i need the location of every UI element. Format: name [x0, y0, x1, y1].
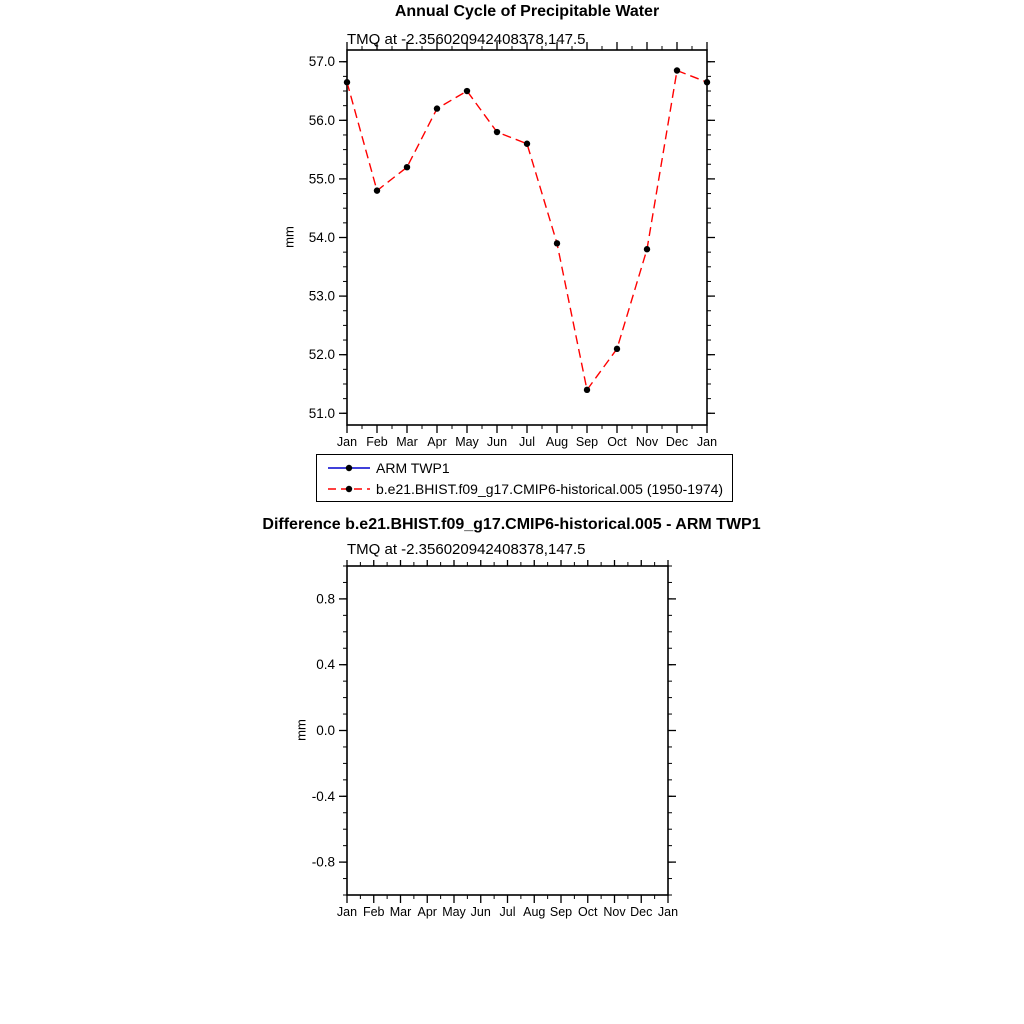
difference-title: Difference b.e21.BHIST.f09_g17.CMIP6-historical.005 - ARM TWP1 — [262, 516, 761, 533]
x-tick-label: Oct — [578, 905, 598, 919]
data-point-marker — [614, 346, 620, 352]
x-tick-label: Apr — [427, 435, 447, 449]
x-tick-label: Feb — [362, 905, 385, 919]
x-tick-label: May — [442, 905, 466, 919]
difference-plot — [0, 560, 1024, 932]
x-tick-label: Jul — [519, 435, 535, 449]
y-tick-label: 0.8 — [316, 591, 335, 607]
series-line — [347, 71, 707, 390]
x-tick-label: Aug — [545, 435, 569, 449]
annual-cycle-title: Annual Cycle of Precipitable Water — [394, 3, 660, 20]
x-tick-label: Jan — [336, 905, 358, 919]
data-point-marker — [494, 129, 500, 135]
x-tick-label: Dec — [665, 435, 689, 449]
x-tick-label: Jan — [657, 905, 679, 919]
annual-cycle-y-axis-label: mm — [281, 226, 297, 248]
y-tick-label: 51.0 — [308, 405, 335, 421]
x-tick-label: Jan — [696, 435, 718, 449]
data-point-marker — [674, 67, 680, 73]
x-tick-label: Nov — [635, 435, 659, 449]
difference-y-axis-label: mm — [293, 719, 309, 741]
y-tick-label: 54.0 — [308, 230, 335, 245]
data-point-marker — [344, 79, 350, 85]
data-point-marker — [554, 240, 560, 246]
y-tick-label: 0.0 — [316, 723, 335, 738]
x-tick-label: Jul — [499, 905, 516, 919]
y-tick-label: -0.4 — [311, 788, 335, 804]
legend-label-arm-twp1: ARM TWP1 — [376, 459, 450, 476]
data-point-marker — [644, 246, 650, 252]
y-tick-label: 52.0 — [308, 347, 335, 363]
x-tick-label: Dec — [630, 905, 653, 919]
data-point-marker — [704, 79, 710, 85]
x-tick-label: Aug — [523, 905, 546, 919]
data-point-marker — [434, 105, 440, 111]
legend-box — [316, 454, 733, 502]
legend-item-arm-twp1 — [326, 457, 723, 478]
y-tick-label: 53.0 — [308, 288, 335, 304]
annual-cycle-subtitle: TMQ at -2.356020942408378,147.5 — [347, 31, 586, 48]
data-point-marker — [464, 88, 470, 94]
y-tick-label: 56.0 — [308, 112, 335, 128]
plot-frame — [347, 50, 707, 425]
legend-sample-dashed-line — [326, 481, 372, 497]
legend-marker-dot — [346, 464, 352, 470]
x-tick-label: Mar — [389, 905, 412, 919]
x-tick-label: Mar — [396, 435, 418, 449]
annual-cycle-plot — [0, 0, 1024, 452]
x-tick-label: Nov — [603, 905, 626, 919]
legend-sample-solid-line — [326, 460, 372, 476]
x-tick-label: Sep — [575, 435, 599, 449]
x-tick-label: May — [455, 435, 479, 449]
data-point-marker — [584, 387, 590, 393]
legend-item-model — [326, 478, 723, 499]
difference-subtitle: TMQ at -2.356020942408378,147.5 — [347, 541, 586, 558]
x-tick-label: Apr — [417, 905, 437, 919]
legend-label-model: b.e21.BHIST.f09_g17.CMIP6-historical.005 (1950-1974) — [376, 480, 724, 497]
x-tick-label: Sep — [549, 905, 573, 919]
y-tick-label: 0.4 — [316, 657, 335, 673]
plot-frame — [347, 566, 668, 895]
y-tick-label: -0.8 — [311, 854, 335, 870]
data-point-marker — [374, 187, 380, 193]
x-tick-label: Oct — [607, 435, 627, 449]
x-tick-label: Jan — [336, 435, 358, 449]
legend-marker-dot — [346, 485, 352, 491]
x-tick-label: Feb — [366, 435, 388, 449]
y-tick-label: 55.0 — [308, 171, 335, 187]
x-tick-label: Jun — [486, 435, 508, 449]
y-tick-label: 57.0 — [308, 54, 335, 70]
x-tick-label: Jun — [470, 905, 491, 919]
data-point-marker — [524, 141, 530, 147]
data-point-marker — [404, 164, 410, 170]
